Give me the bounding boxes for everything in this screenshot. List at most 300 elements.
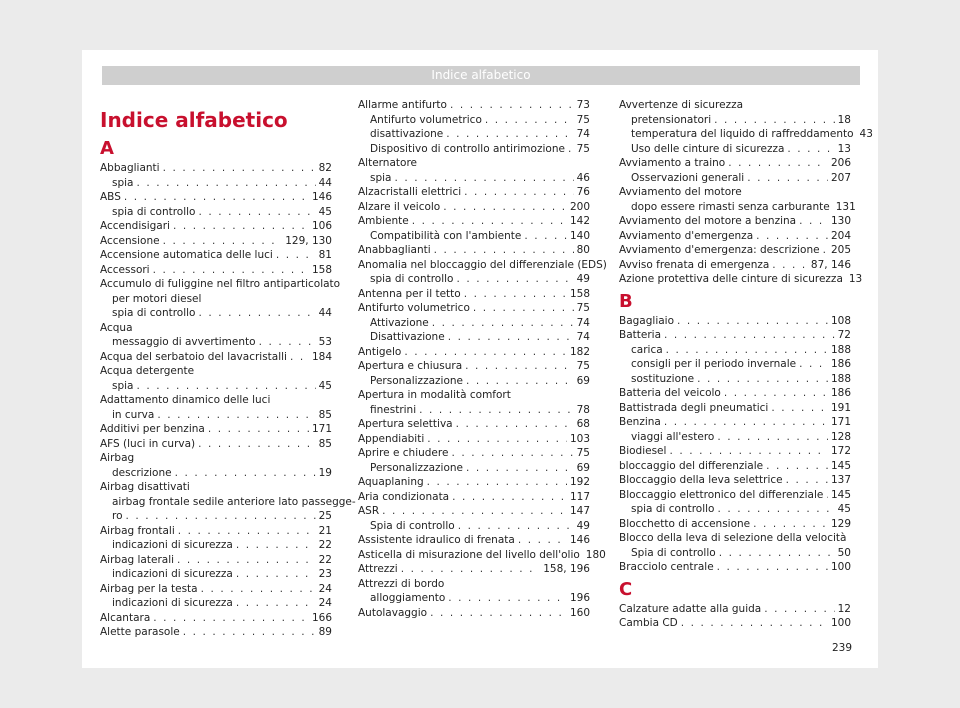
dot-leader: [764, 602, 834, 617]
dot-leader: [464, 287, 567, 302]
entry-page: 50: [837, 546, 851, 559]
index-entry: [100, 379, 332, 394]
index-entry: [619, 142, 851, 157]
entry-term: Abbaglianti: [100, 162, 160, 174]
entry-term: Avviso frenata di emergenza: [619, 258, 770, 271]
entry-term: Compatibilità con l'ambiente: [370, 229, 522, 242]
entry-term: pretensionatori: [631, 113, 712, 126]
dot-leader: [163, 161, 316, 176]
entry-page: 75: [576, 142, 590, 155]
entry-page: 171: [830, 416, 851, 428]
entry-page: 78: [576, 403, 590, 416]
entry-page: 207: [830, 171, 851, 184]
entry-term: Blocchetto di accensione: [619, 517, 751, 530]
entry-term: Allarme antifurto: [358, 99, 447, 111]
entry-page: 21: [318, 524, 332, 537]
entry-page: 129: [830, 517, 851, 530]
page-title: Indice alfabetico: [100, 108, 288, 132]
entry-term: ro: [112, 510, 123, 522]
index-entry: [619, 444, 851, 459]
index-entry: [358, 214, 590, 229]
entry-page: 82: [318, 162, 332, 174]
index-entry: [619, 546, 851, 561]
dot-leader: [772, 258, 808, 273]
entry-term: Avviamento a traino: [619, 157, 726, 169]
dot-leader: [153, 263, 309, 278]
entry-term: consigli per il periodo invernale: [631, 358, 797, 370]
dot-leader: [466, 461, 574, 476]
dot-leader: [175, 466, 316, 481]
entry-page: 188: [830, 343, 851, 356]
section-letter: C: [619, 578, 633, 600]
dot-leader: [290, 350, 309, 365]
dot-leader: [126, 509, 316, 524]
index-entry: [358, 171, 590, 186]
dot-leader: [382, 504, 567, 519]
dot-leader: [173, 219, 309, 234]
index-entry: [100, 553, 332, 568]
dot-leader: [465, 359, 573, 374]
entry-page: 160: [569, 606, 590, 619]
entry-term: spia di controllo: [112, 307, 196, 319]
dot-leader: [153, 611, 309, 626]
index-entry: [619, 386, 851, 401]
entry-page: 43: [859, 128, 873, 140]
entry-term: Accendisigari: [100, 220, 170, 232]
index-entry: [358, 374, 590, 389]
entry-page: 68: [576, 418, 590, 430]
entry-page: 75: [576, 360, 590, 372]
index-entry: [619, 488, 851, 503]
entry-page: 49: [576, 273, 590, 285]
dot-leader: [208, 422, 309, 437]
entry-term: Alzacristalli elettrici: [358, 186, 462, 198]
index-entry: [619, 517, 851, 532]
index-column-3: [619, 98, 873, 631]
entry-term: ABS: [100, 191, 121, 203]
index-entry: [358, 446, 590, 461]
index-entry: [358, 98, 590, 113]
index-entry: [619, 602, 851, 617]
dot-leader: [787, 142, 834, 157]
index-entry: [619, 200, 856, 215]
entry-page: 137: [830, 474, 851, 486]
entry-term: Batteria: [619, 329, 661, 341]
index-entry: [358, 113, 590, 128]
index-entry: [358, 127, 590, 142]
dot-leader: [464, 185, 573, 200]
entry-page: 103: [569, 432, 590, 445]
index-heading: Acqua: [100, 321, 133, 334]
entry-page: 44: [318, 307, 332, 319]
entry-term: in curva: [112, 408, 155, 421]
entry-term: Benzina: [619, 416, 661, 428]
entry-page: 108: [830, 314, 851, 327]
index-heading: per motori diesel: [112, 292, 202, 305]
index-heading: Attrezzi di bordo: [358, 577, 445, 590]
entry-term: indicazioni di sicurezza: [112, 539, 233, 551]
entry-term: AFS (luci in curva): [100, 437, 196, 450]
entry-page: 69: [576, 461, 590, 474]
dot-leader: [697, 372, 828, 387]
entry-term: temperatura del liquido di raffreddamento: [631, 128, 854, 140]
dot-leader: [456, 272, 573, 287]
entry-term: Aprire e chiudere: [358, 447, 449, 459]
entry-term: Antenna per il tetto: [358, 287, 461, 300]
index-entry: [358, 287, 590, 302]
entry-page: 12: [837, 602, 851, 615]
entry-page: 74: [576, 316, 590, 329]
index-page: [82, 50, 878, 668]
entry-term: Acqua del serbatoio del lavacristalli: [100, 350, 287, 363]
dot-leader: [786, 473, 828, 488]
entry-page: 23: [318, 568, 332, 580]
index-entry: [358, 591, 590, 606]
entry-term: Spia di controllo: [631, 546, 716, 559]
index-entry: [619, 415, 851, 430]
dot-leader: [419, 403, 574, 418]
dot-leader: [450, 98, 574, 113]
entry-page: 200: [569, 200, 590, 213]
entry-page: 129, 130: [285, 234, 332, 247]
index-entry: [619, 214, 851, 229]
index-entry: [358, 200, 590, 215]
dot-leader: [432, 316, 574, 331]
index-column-2: [358, 98, 607, 620]
index-entry: [100, 437, 332, 452]
dot-leader: [404, 345, 567, 360]
dot-leader: [137, 379, 316, 394]
index-entry: [100, 509, 332, 524]
entry-page: 53: [318, 336, 332, 348]
index-entry: [619, 127, 873, 142]
entry-term: finestrini: [370, 403, 417, 416]
entry-term: Disattivazione: [370, 331, 445, 343]
index-entry: [619, 243, 851, 258]
index-entry: [619, 343, 851, 358]
entry-term: carica: [631, 343, 663, 356]
entry-term: alloggiamento: [370, 592, 446, 604]
entry-page: 117: [569, 490, 590, 503]
index-heading: Airbag disattivati: [100, 481, 190, 493]
entry-term: Accensione: [100, 234, 160, 247]
index-entry: [358, 548, 606, 563]
dot-leader: [448, 330, 574, 345]
entry-term: Spia di controllo: [370, 519, 455, 532]
entry-page: 128: [830, 430, 851, 443]
entry-term: messaggio di avvertimento: [112, 336, 256, 348]
entry-term: Bagagliaio: [619, 314, 675, 327]
dot-leader: [458, 519, 574, 534]
entry-page: 73: [576, 99, 590, 111]
index-entry: [100, 263, 332, 278]
section-letter: A: [100, 138, 114, 159]
index-entry: [100, 350, 332, 365]
entry-term: Dispositivo di controllo antirimozione: [370, 142, 565, 155]
entry-term: Appendiabiti: [358, 432, 425, 445]
section-letter: B: [619, 290, 633, 312]
entry-page: 191: [830, 401, 851, 414]
dot-leader: [717, 502, 834, 517]
index-entry: [358, 461, 590, 476]
entry-term: Asticella di misurazione del livello dell'olio: [358, 548, 580, 561]
dot-leader: [124, 190, 309, 205]
page-number: 239: [831, 642, 852, 654]
entry-term: Bloccaggio della leva selettrice: [619, 474, 783, 486]
entry-page: 25: [318, 510, 332, 522]
index-entry: [358, 403, 590, 418]
entry-term: Alette parasole: [100, 626, 180, 638]
index-entry: [358, 316, 590, 331]
index-entry: [619, 258, 851, 273]
entry-page: 22: [318, 553, 332, 566]
index-entry: [100, 248, 332, 263]
dot-leader: [456, 417, 574, 432]
dot-leader: [485, 113, 574, 128]
dot-leader: [717, 430, 828, 445]
dot-leader: [412, 214, 567, 229]
entry-page: 24: [318, 597, 332, 609]
entry-term: Apertura e chiusura: [358, 360, 463, 372]
dot-leader: [466, 374, 574, 389]
index-entry: [100, 596, 332, 611]
dot-leader: [443, 200, 567, 215]
index-entry: [100, 234, 332, 249]
dot-leader: [452, 490, 567, 505]
dot-leader: [771, 401, 828, 416]
index-entry: [100, 538, 332, 553]
dot-leader: [518, 533, 567, 548]
entry-term: Avviamento del motore a benzina: [619, 215, 797, 227]
entry-term: Airbag frontali: [100, 524, 175, 537]
dot-leader: [430, 606, 567, 621]
entry-page: 81: [318, 249, 332, 261]
index-entry: [358, 432, 590, 447]
index-entry: [358, 330, 590, 345]
dot-leader: [177, 553, 316, 568]
index-entry: [358, 606, 590, 621]
entry-term: Airbag per la testa: [100, 582, 198, 595]
dot-leader: [137, 176, 316, 191]
index-entry: [619, 372, 851, 387]
entry-page: 192: [569, 476, 590, 488]
entry-page: 72: [837, 329, 851, 341]
index-entry: [358, 185, 590, 200]
dot-leader: [163, 234, 283, 249]
index-heading: Blocco della leva di selezione della velocità: [619, 532, 847, 544]
entry-term: Airbag laterali: [100, 553, 175, 566]
index-entry: [100, 190, 332, 205]
index-entry: [358, 533, 590, 548]
entry-term: Calzature adatte alla guida: [619, 602, 762, 615]
entry-term: Ambiente: [358, 215, 409, 227]
dot-leader: [183, 625, 316, 640]
index-heading: Adattamento dinamico delle luci: [100, 394, 271, 406]
index-entry: [619, 560, 851, 575]
dot-leader: [236, 567, 316, 582]
index-entry: [358, 417, 590, 432]
dot-leader: [747, 171, 828, 186]
entry-page: 89: [318, 626, 332, 638]
entry-page: 188: [830, 372, 851, 385]
index-entry: [100, 567, 332, 582]
index-entry: [358, 490, 590, 505]
dot-leader: [664, 328, 835, 343]
index-entry: [100, 306, 332, 321]
index-entry: [358, 229, 590, 244]
entry-term: Uso delle cinture di sicurezza: [631, 142, 785, 155]
entry-page: 13: [848, 273, 863, 285]
dot-leader: [446, 127, 573, 142]
entry-page: 74: [576, 331, 590, 343]
index-entry: [619, 616, 851, 631]
dot-leader: [524, 229, 567, 244]
index-entry: [619, 171, 851, 186]
dot-leader: [719, 546, 835, 561]
entry-term: Avviamento d'emergenza: [619, 229, 754, 242]
entry-term: Biodiesel: [619, 445, 667, 457]
index-entry: [619, 430, 851, 445]
entry-term: Personalizzazione: [370, 461, 463, 474]
entry-page: 46: [576, 171, 590, 184]
index-entry: [358, 345, 590, 360]
entry-term: spia di controllo: [112, 205, 196, 218]
dot-leader: [826, 488, 828, 503]
entry-term: descrizione: [112, 466, 172, 479]
dot-leader: [753, 517, 828, 532]
entry-term: Battistrada degli pneumatici: [619, 401, 769, 414]
entry-page: 22: [318, 539, 332, 551]
index-heading: Avviamento del motore: [619, 186, 742, 198]
entry-page: 74: [576, 128, 590, 140]
entry-page: 106: [311, 220, 332, 232]
entry-page: 100: [830, 617, 851, 629]
dot-leader: [756, 229, 828, 244]
dot-leader: [799, 214, 828, 229]
entry-term: spia: [112, 379, 134, 392]
dot-leader: [681, 616, 828, 631]
dot-leader: [451, 446, 573, 461]
entry-page: 69: [576, 374, 590, 387]
dot-leader: [401, 562, 541, 577]
dot-leader: [434, 243, 574, 258]
index-entry: [100, 422, 332, 437]
dot-leader: [201, 582, 316, 597]
entry-page: 13: [837, 142, 851, 155]
entry-page: 146: [311, 191, 332, 203]
index-entry: [358, 519, 590, 534]
entry-term: Batteria del veicolo: [619, 387, 721, 399]
index-entry: [358, 243, 590, 258]
index-entry: [358, 359, 590, 374]
entry-page: 19: [318, 466, 332, 479]
index-entry: [619, 113, 851, 128]
entry-page: 158: [569, 287, 590, 300]
entry-term: ASR: [358, 505, 380, 517]
dot-leader: [395, 171, 574, 186]
index-entry: [100, 466, 332, 481]
dot-leader: [236, 538, 316, 553]
entry-page: 85: [318, 408, 332, 421]
entry-page: 145: [830, 459, 851, 472]
index-heading: Airbag: [100, 452, 135, 464]
entry-term: bloccaggio del differenziale: [619, 459, 764, 472]
entry-page: 158, 196: [543, 563, 590, 575]
entry-term: Bloccaggio elettronico del differenziale: [619, 488, 824, 501]
dot-leader: [766, 459, 828, 474]
dot-leader: [717, 560, 828, 575]
entry-page: 146: [569, 534, 590, 546]
entry-page: 182: [569, 345, 590, 358]
dot-leader: [198, 205, 315, 220]
index-entry: [100, 219, 332, 234]
index-entry: [100, 335, 332, 350]
index-entry: [100, 582, 332, 597]
index-entry: [358, 475, 590, 490]
dot-leader: [427, 475, 567, 490]
dot-leader: [473, 301, 574, 316]
index-heading: Anomalia nel bloccaggio del differenziale (EDS): [358, 258, 607, 271]
entry-page: 130: [830, 215, 851, 227]
entry-term: Additivi per benzina: [100, 423, 205, 435]
dot-leader: [448, 591, 567, 606]
index-entry: [619, 328, 851, 343]
entry-page: 45: [318, 205, 332, 218]
entry-page: 45: [837, 503, 851, 515]
dot-leader: [568, 142, 574, 157]
header-bar: Indice alfabetico: [102, 66, 860, 85]
entry-term: indicazioni di sicurezza: [112, 568, 233, 580]
index-heading: Avvertenze di sicurezza: [619, 99, 744, 111]
entry-term: spia: [370, 171, 392, 184]
entry-term: Alzare il veicolo: [358, 200, 441, 213]
entry-term: Accessori: [100, 263, 150, 276]
entry-page: 172: [830, 445, 851, 457]
index-entry: [100, 611, 332, 626]
dot-leader: [198, 437, 315, 452]
dot-leader: [259, 335, 316, 350]
index-entry: [358, 562, 590, 577]
entry-page: 166: [311, 611, 332, 624]
entry-page: 24: [318, 582, 332, 595]
entry-page: 147: [569, 505, 590, 517]
index-entry: [358, 142, 590, 157]
entry-page: 49: [576, 519, 590, 532]
entry-page: 45: [318, 379, 332, 392]
entry-term: Antifurto volumetrico: [370, 113, 482, 126]
dot-leader: [728, 156, 828, 171]
dot-leader: [666, 343, 828, 358]
entry-term: Assistente idraulico di frenata: [358, 534, 515, 546]
entry-term: spia di controllo: [370, 273, 454, 285]
entry-page: 186: [830, 358, 851, 370]
index-heading: Accumulo di fuliggine nel filtro antiparticolato: [100, 278, 341, 290]
index-entry: [619, 272, 863, 287]
index-entry: [619, 314, 851, 329]
dot-leader: [198, 306, 315, 321]
dot-leader: [664, 415, 828, 430]
index-entry: [100, 625, 332, 640]
dot-leader: [724, 386, 828, 401]
entry-page: 75: [576, 113, 590, 126]
entry-term: Cambia CD: [619, 617, 678, 629]
index-column-1: [100, 108, 356, 640]
entry-term: Azione protettiva delle cinture di sicurezza: [619, 273, 843, 285]
index-entry: [100, 176, 332, 191]
entry-page: 184: [311, 350, 332, 363]
entry-page: 131: [835, 200, 856, 213]
index-entry: [619, 459, 851, 474]
